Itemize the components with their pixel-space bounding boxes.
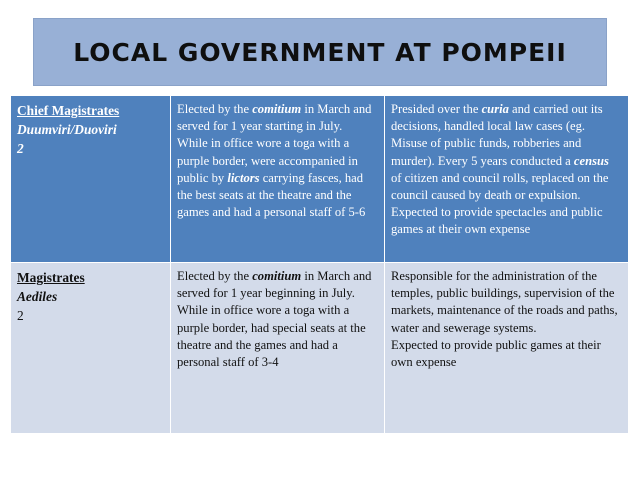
duties-text: Responsible for the administration of the temples, public buildings, supervision of the markets, maintenance of the roads and paths, water and sewerage systems. bbox=[391, 269, 618, 335]
duties-cell bbox=[385, 263, 629, 434]
role-latin: Aediles bbox=[17, 289, 58, 304]
election-text: carrying fasces, had the best seats at the theatre and the games and had a personal staff of 5-6 bbox=[177, 170, 366, 220]
keyword-census: census bbox=[573, 153, 609, 168]
keyword-comitium: comitium bbox=[252, 102, 302, 116]
election-cell bbox=[171, 263, 385, 434]
table-row bbox=[11, 96, 629, 263]
election-text: Elected by the bbox=[177, 269, 253, 283]
role-count: 2 bbox=[17, 308, 24, 323]
duties-text: and carried out its decisions, handled local law cases (eg. Misuse of public funds, robberies and murder). Every 5 years conducted a bbox=[391, 102, 603, 168]
election-text: While in office wore a toga with a purple border, had special seats at the theatre and the games and had a personal staff of 3-4 bbox=[177, 303, 366, 370]
keyword-curia: curia bbox=[481, 102, 509, 116]
election-text: in March and served for 1 year beginning in July. bbox=[177, 269, 372, 301]
duties-text: Expected to provide spectacles and public games at their own expense bbox=[391, 205, 603, 237]
role-name: Magistrates bbox=[17, 270, 85, 285]
duties-cell bbox=[385, 96, 629, 263]
role-count: 2 bbox=[17, 141, 24, 156]
government-table bbox=[10, 95, 629, 434]
duties-text: Expected to provide public games at their own expense bbox=[391, 337, 601, 370]
election-text: While in office wore a toga with a purple border, were accompanied in public by bbox=[177, 136, 358, 185]
role-latin: Duumviri/Duoviri bbox=[17, 122, 117, 137]
title-banner bbox=[33, 18, 607, 86]
role-name: Chief Magistrates bbox=[17, 103, 120, 118]
election-text: in March and served for 1 year starting in July. bbox=[177, 102, 372, 134]
election-text: Elected by the bbox=[177, 102, 253, 116]
keyword-comitium: comitium bbox=[252, 269, 302, 283]
table-row bbox=[11, 263, 629, 434]
keyword-lictors: lictors bbox=[227, 170, 260, 185]
role-cell bbox=[11, 96, 171, 263]
role-cell bbox=[11, 263, 171, 434]
election-cell bbox=[171, 96, 385, 263]
duties-text: of citizen and council rolls, replaced on the council caused by death or expulsion. bbox=[391, 170, 609, 203]
slide-title: LOCAL GOVERNMENT AT POMPEII bbox=[73, 37, 567, 67]
duties-text: Presided over the bbox=[391, 102, 482, 116]
